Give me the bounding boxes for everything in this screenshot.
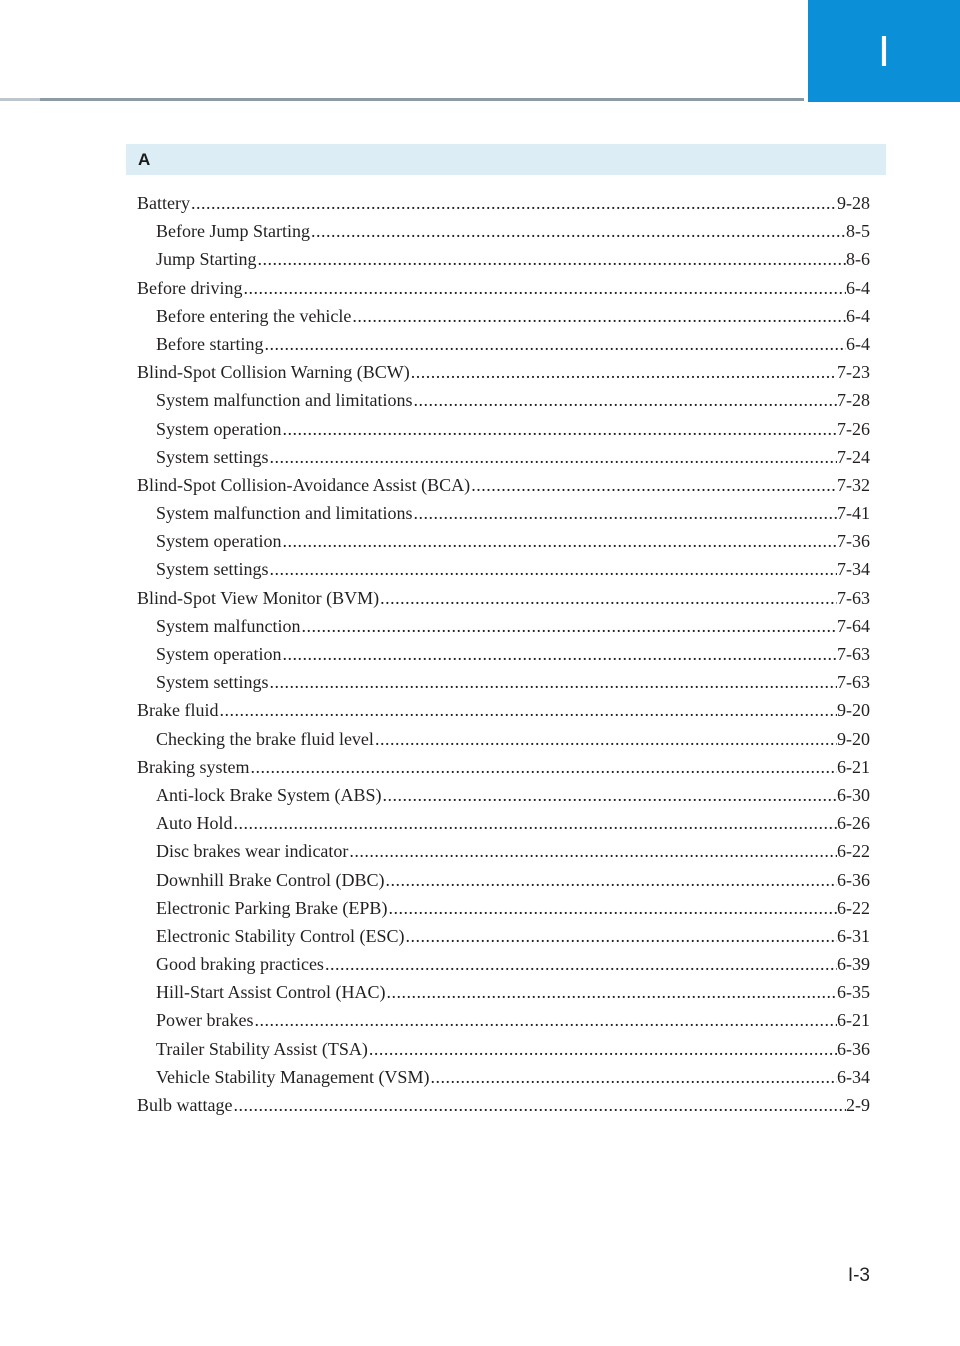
entry-page: 6-4 (846, 305, 870, 326)
index-subentry[interactable] (137, 330, 870, 358)
index-subentry[interactable] (137, 415, 870, 443)
entry-page: 7-63 (837, 672, 870, 693)
entry-label: Blind-Spot Collision Warning (BCW) (137, 362, 410, 383)
entry-page: 6-36 (837, 1038, 870, 1059)
entry-label: Brake fluid (137, 700, 219, 721)
dot-leader (379, 584, 837, 612)
index-subentry[interactable] (137, 1006, 870, 1034)
section-header (126, 144, 886, 175)
entry-page: 6-22 (837, 841, 870, 862)
entry-page: 6-21 (837, 756, 870, 777)
entry-label: Before starting (156, 333, 264, 354)
entry-page: 6-30 (837, 784, 870, 805)
entry-label: Blind-Spot Collision-Avoidance Assist (BCA) (137, 474, 471, 495)
index-subentry[interactable] (137, 612, 870, 640)
index-subentry[interactable] (137, 725, 870, 753)
index-subentry[interactable] (137, 555, 870, 583)
dot-leader (281, 527, 837, 555)
entry-page: 6-36 (837, 869, 870, 890)
entry-label: Braking system (137, 756, 250, 777)
index-entry[interactable] (137, 753, 870, 781)
dot-leader (429, 1063, 837, 1091)
entry-label: Battery (137, 193, 190, 213)
index-subentry[interactable] (137, 809, 870, 837)
index-subentry[interactable] (137, 527, 870, 555)
entry-label: Downhill Brake Control (DBC) (156, 869, 385, 890)
entry-page: 2-9 (846, 1095, 870, 1115)
index-subentry[interactable] (137, 302, 870, 330)
entry-page: 7-63 (837, 644, 870, 664)
index-subentry[interactable] (137, 1063, 870, 1091)
entry-page: 9-28 (837, 193, 870, 213)
index-entry[interactable] (137, 274, 870, 302)
entry-page: 7-34 (837, 559, 870, 580)
entry-label: System malfunction and limitations (156, 503, 413, 524)
entry-page: 7-32 (837, 474, 870, 495)
entry-label: System malfunction (156, 615, 301, 636)
dot-leader (368, 1035, 837, 1063)
entry-label: Vehicle Stability Management (VSM) (156, 1066, 430, 1087)
entry-label: Before driving (137, 277, 243, 298)
index-entry[interactable] (137, 358, 870, 386)
entry-page: 9-20 (837, 700, 870, 721)
dot-leader (470, 471, 837, 499)
index-entry[interactable] (137, 471, 870, 499)
entry-label: Checking the brake fluid level (156, 728, 374, 749)
entry-label: System settings (156, 446, 269, 467)
entry-label: Anti-lock Brake System (ABS) (156, 784, 382, 805)
entry-page: 7-23 (837, 362, 870, 383)
entry-page: 6-22 (837, 897, 870, 918)
index-entry[interactable] (137, 1091, 870, 1119)
entry-label: System settings (156, 672, 269, 693)
entry-label: Before entering the vehicle (156, 305, 352, 326)
entry-label: Electronic Parking Brake (EPB) (156, 897, 388, 918)
dot-leader (386, 978, 837, 1006)
index-subentry[interactable] (137, 245, 870, 273)
index-entry[interactable] (137, 696, 870, 724)
index-subentry[interactable] (137, 386, 870, 414)
entry-page: 6-26 (837, 813, 870, 834)
entry-label: Auto Hold (156, 813, 233, 834)
entry-page: 7-28 (837, 390, 870, 411)
entry-page: 6-35 (837, 982, 870, 1003)
entry-page: 8-6 (846, 249, 870, 270)
index-list (137, 189, 870, 1119)
entry-page: 7-36 (837, 531, 870, 552)
index-subentry[interactable] (137, 499, 870, 527)
dot-leader (300, 612, 837, 640)
dot-leader (232, 1091, 846, 1119)
chapter-tab: I (808, 0, 960, 102)
entry-label: Power brakes (156, 1010, 254, 1031)
entry-label: System operation (156, 418, 282, 439)
section-letter: A (138, 149, 151, 169)
dot-leader (281, 640, 837, 668)
dot-leader (269, 555, 837, 583)
dot-leader (374, 725, 837, 753)
entry-page: 6-4 (846, 333, 870, 354)
index-entry[interactable] (137, 189, 870, 217)
index-subentry[interactable] (137, 443, 870, 471)
index-subentry[interactable] (137, 217, 870, 245)
entry-label: System settings (156, 559, 269, 580)
dot-leader (269, 668, 837, 696)
entry-page: 7-41 (837, 503, 870, 524)
dot-leader (310, 217, 846, 245)
dot-leader (387, 894, 837, 922)
dot-leader (253, 1006, 837, 1034)
dot-leader (257, 245, 846, 273)
dot-leader (233, 809, 838, 837)
dot-leader (351, 302, 846, 330)
dot-leader (250, 753, 838, 781)
dot-leader (404, 922, 837, 950)
dot-leader (348, 837, 837, 865)
entry-page: 7-24 (837, 446, 870, 467)
dot-leader (384, 866, 837, 894)
entry-label: Good braking practices (156, 954, 324, 975)
dot-leader (410, 358, 837, 386)
dot-leader (324, 950, 837, 978)
index-subentry[interactable] (137, 1035, 870, 1063)
entry-page: 6-39 (837, 954, 870, 975)
entry-page: 9-20 (837, 728, 870, 749)
index-subentry[interactable] (137, 950, 870, 978)
index-subentry[interactable] (137, 866, 870, 894)
dot-leader (218, 696, 837, 724)
entry-page: 7-64 (837, 615, 870, 636)
entry-label: System operation (156, 644, 282, 664)
index-subentry[interactable] (137, 781, 870, 809)
entry-label: Trailer Stability Assist (TSA) (156, 1038, 368, 1059)
entry-page: 6-4 (846, 277, 870, 298)
entry-label: System malfunction and limitations (156, 390, 413, 411)
dot-leader (412, 499, 837, 527)
entry-page: 6-21 (837, 1010, 870, 1031)
index-subentry[interactable] (137, 922, 870, 950)
entry-label: Jump Starting (156, 249, 257, 270)
page-number: I-3 (847, 1265, 870, 1286)
entry-label: Before Jump Starting (156, 221, 310, 242)
entry-label: Blind-Spot View Monitor (BVM) (137, 587, 380, 608)
entry-page: 6-31 (837, 925, 870, 946)
entry-page: 7-63 (837, 587, 870, 608)
index-subentry[interactable] (137, 668, 870, 696)
dot-leader (281, 415, 837, 443)
index-entry[interactable] (137, 584, 870, 612)
index-subentry[interactable] (137, 894, 870, 922)
entry-label: Hill-Start Assist Control (HAC) (156, 982, 386, 1003)
entry-label: System operation (156, 531, 282, 552)
entry-label: Bulb wattage (137, 1095, 233, 1115)
dot-leader (190, 189, 837, 217)
entry-label: Electronic Stability Control (ESC) (156, 925, 405, 946)
entry-page: 7-26 (837, 418, 870, 439)
header-rule (0, 98, 804, 101)
entry-page: 8-5 (846, 221, 870, 242)
index-subentry[interactable] (137, 640, 870, 668)
dot-leader (381, 781, 837, 809)
index-subentry[interactable] (137, 978, 870, 1006)
entry-page: 6-34 (837, 1066, 870, 1087)
entry-label: Disc brakes wear indicator (156, 841, 349, 862)
dot-leader (412, 386, 837, 414)
dot-leader (242, 274, 846, 302)
dot-leader (269, 443, 837, 471)
dot-leader (263, 330, 846, 358)
index-subentry[interactable] (137, 837, 870, 865)
